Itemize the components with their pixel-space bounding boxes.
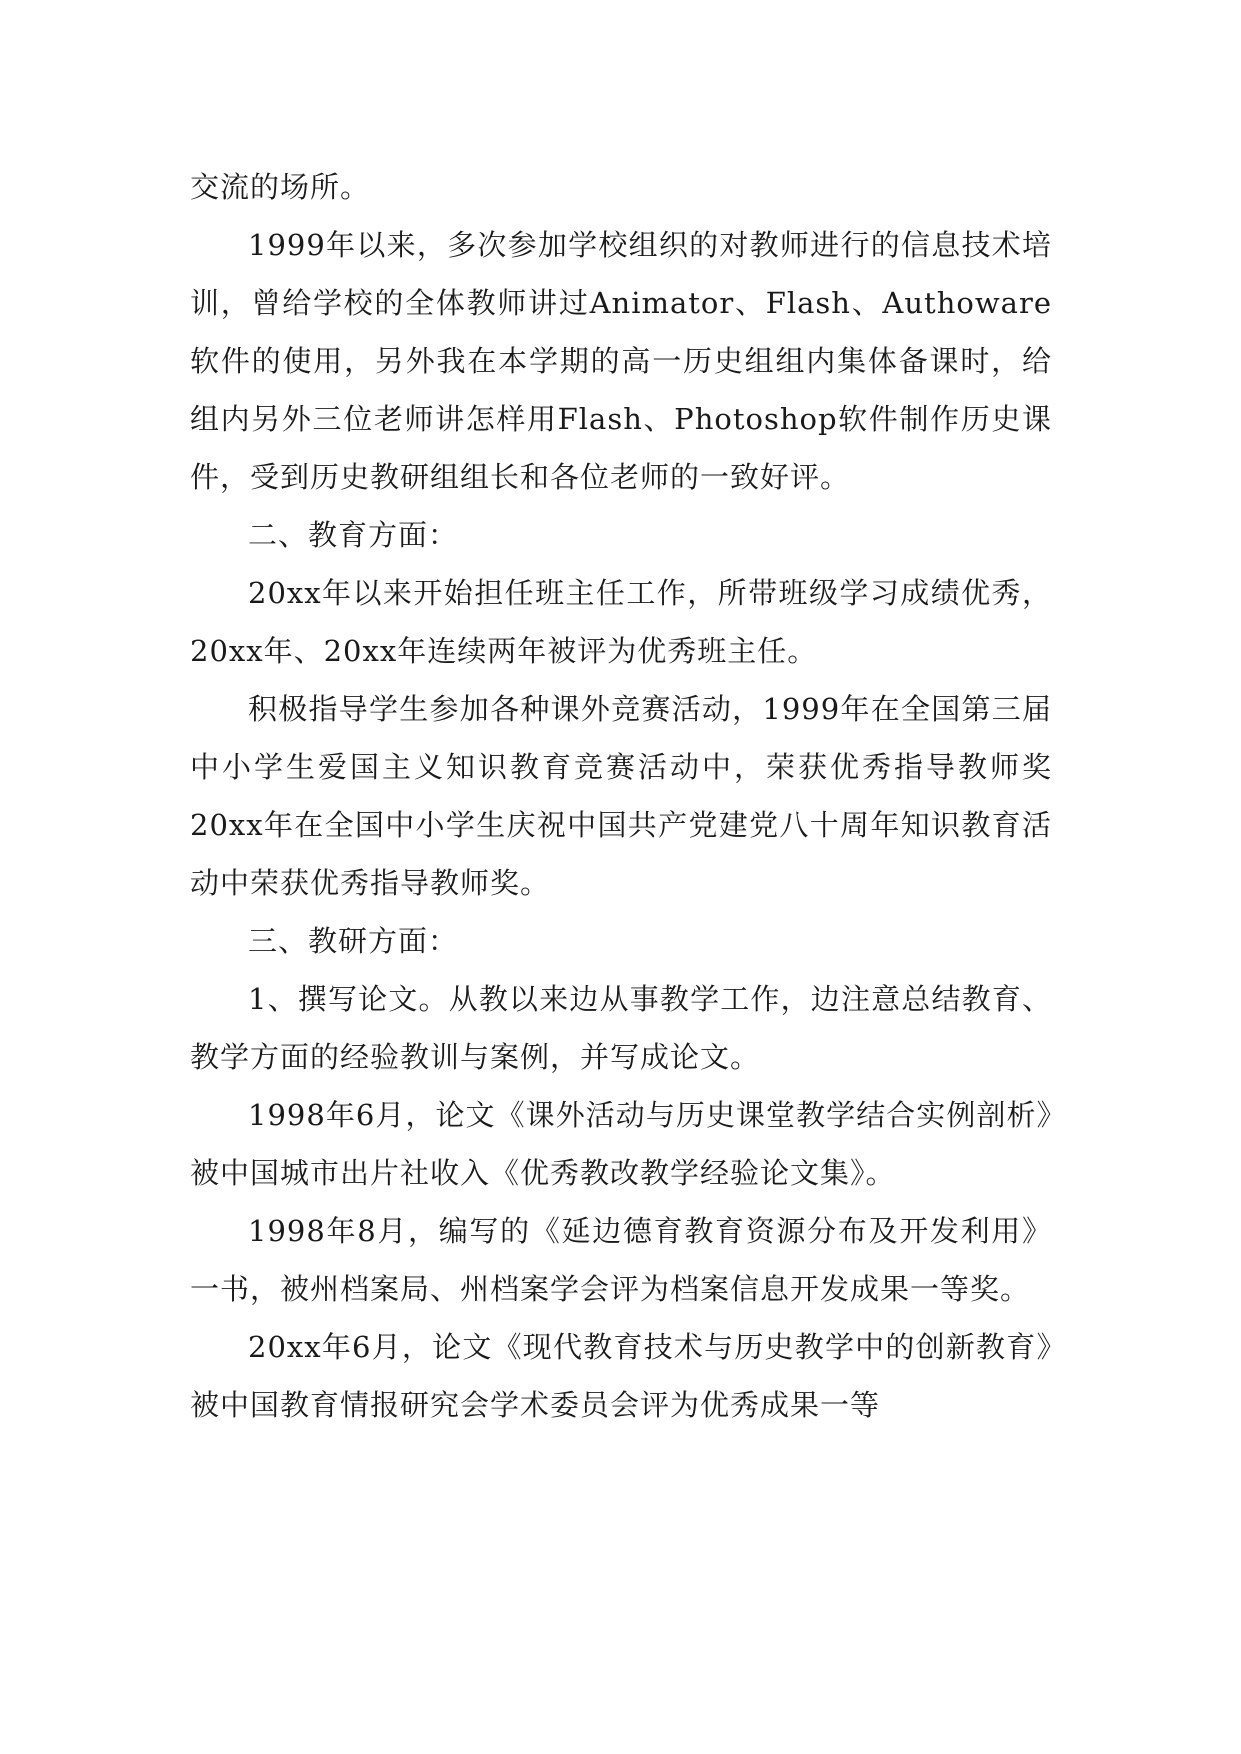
paragraph-7: 1998年8月，编写的《延边德育教育资源分布及开发利用》一书，被州档案局、州档案学会评为档案信息开发成果一等奖。 — [190, 1214, 1052, 1306]
paragraph-3: 20xx年以来开始担任班主任工作，所带班级学习成绩优秀，20xx年、20xx年连续两年被评为优秀班主任。 — [190, 576, 1052, 668]
paragraph-8: 20xx年6月，论文《现代教育技术与历史教学中的创新教育》被中国教育情报研究会学术委员会评为优秀成果一等 — [190, 1330, 1052, 1422]
paragraph-4: 积极指导学生参加各种课外竞赛活动，1999年在全国第三届中小学生爱国主义知识教育竞赛活动中，荣获优秀指导教师奖20xx年在全国中小学生庆祝中国共产党建党八十周年知识教育活动中荣获优秀指导教师奖。 — [190, 692, 1052, 900]
section-heading-education: 二、教育方面： — [248, 518, 459, 552]
document-body — [190, 158, 1052, 1434]
paragraph-6: 1998年6月，论文《课外活动与历史课堂教学结合实例剖析》被中国城市出片社收入《优秀教改教学经验论文集》。 — [190, 1098, 1052, 1190]
paragraph-1: 交流的场所。 — [190, 170, 371, 204]
section-heading-research: 三、教研方面： — [248, 924, 459, 958]
paragraph-5: 1、撰写论文。从教以来边从事教学工作，边注意总结教育、教学方面的经验教训与案例，并写成论文。 — [190, 982, 1052, 1074]
paragraph-2: 1999年以来，多次参加学校组织的对教师进行的信息技术培训，曾给学校的全体教师讲过Animator、Flash、Authoware软件的使用，另外我在本学期的高一历史组组内集体备课时，给组内另外三位老师讲怎样用Flash、Photoshop软件制作历史课件，受到历史教研组组长和各位老师的一致好评。 — [190, 228, 1052, 494]
